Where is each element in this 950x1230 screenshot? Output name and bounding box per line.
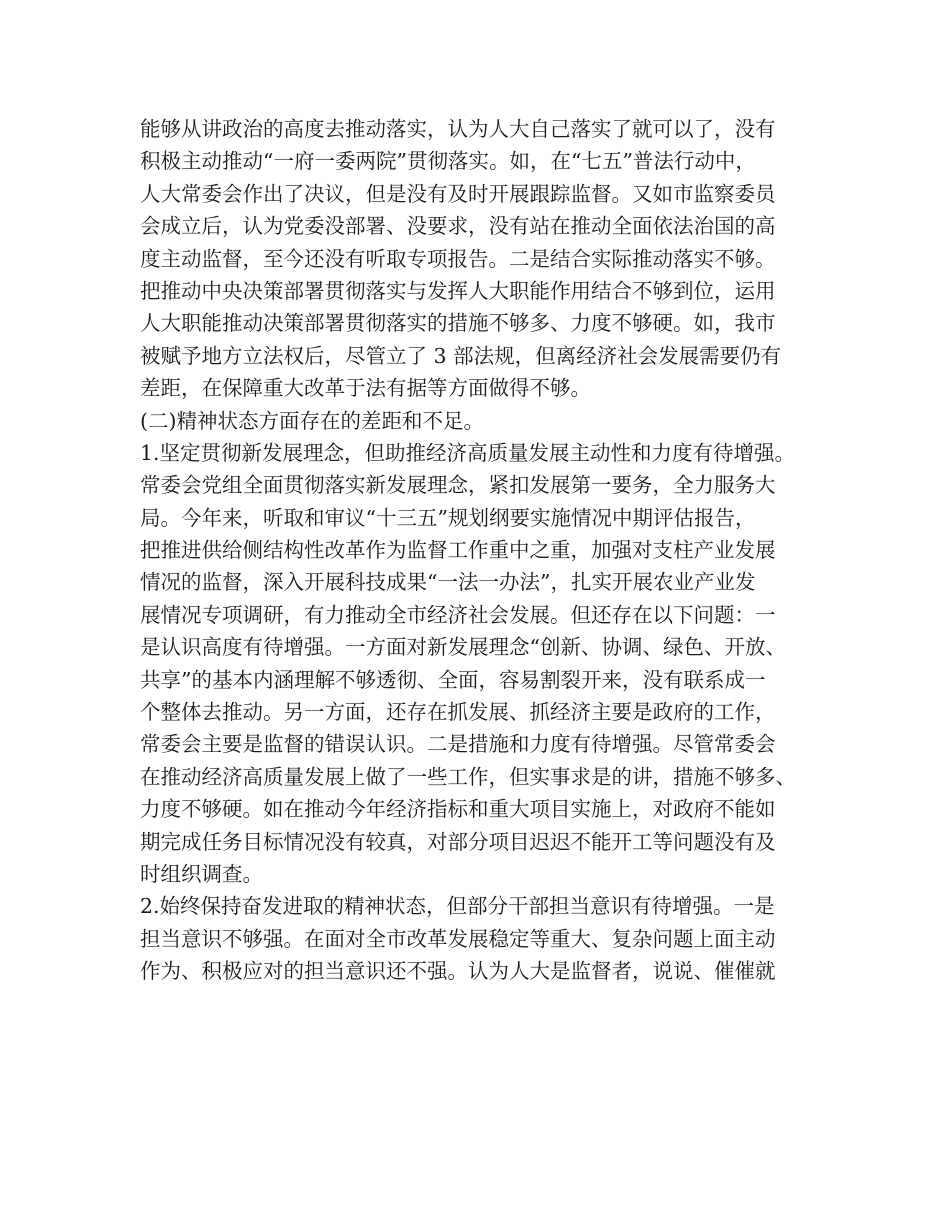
text-line: 期完成任务目标情况没有较真，对部分项目迟迟不能开工等问题没有及 xyxy=(140,829,776,854)
text-line: 力度不够硬。如在推动今年经济指标和重大项目实施上，对政府不能如 xyxy=(140,797,776,822)
text-line: 被赋予地方立法权后，尽管立了 3 部法规，但离经济社会发展需要仍有 xyxy=(140,343,782,368)
numbered-item-heading: 1.坚定贯彻新发展理念，但助推经济高质量发展主动性和力度有待增强。 xyxy=(140,440,796,465)
text-line: 个整体去推动。另一方面，还存在抓发展、抓经济主要是政府的工作， xyxy=(140,700,776,725)
text-line: 把推进供给侧结构性改革作为监督工作重中之重，加强对支柱产业发展 xyxy=(140,538,776,563)
text-line: 局。今年来，听取和审议“十三五”规划纲要实施情况中期评估报告， xyxy=(140,505,756,530)
text-line: 时组织调查。 xyxy=(140,861,263,886)
text-line: 积极主动推动“一府一委两院”贯彻落实。如，在“七五”普法行动中， xyxy=(140,149,756,174)
text-line: 展情况专项调研，有力推动全市经济社会发展。但还存在以下问题：一 xyxy=(140,602,776,627)
text-line: 常委会主要是监督的错误认识。二是措施和力度有待增强。尽管常委会 xyxy=(140,732,776,757)
text-line: 作为、积极应对的担当意识还不强。认为人大是监督者，说说、催催就 xyxy=(140,959,776,984)
text-line: 是认识高度有待增强。一方面对新发展理念“创新、协调、绿色、开放、 xyxy=(140,635,786,660)
text-line: 在推动经济高质量发展上做了一些工作，但实事求是的讲，措施不够多、 xyxy=(140,764,796,789)
text-line: 人大职能推动决策部署贯彻落实的措施不够多、力度不够硬。如，我市 xyxy=(140,311,776,336)
document-body xyxy=(140,113,830,988)
text-line: 共享”的基本内涵理解不够透彻、全面，容易割裂开来，没有联系成一 xyxy=(140,667,766,692)
text-line: 情况的监督，深入开展科技成果“一法一办法”，扎实开展农业产业发 xyxy=(140,570,756,595)
text-line: 会成立后，认为党委没部署、没要求，没有站在推动全面依法治国的高 xyxy=(140,214,776,239)
text-line: 人大常委会作出了决议，但是没有及时开展跟踪监督。又如市监察委员 xyxy=(140,181,776,206)
text-line: 担当意识不够强。在面对全市改革发展稳定等重大、复杂问题上面主动 xyxy=(140,926,776,951)
numbered-item-heading: 2.始终保持奋发进取的精神状态，但部分干部担当意识有待增强。一是 xyxy=(140,894,775,919)
text-line: 把推动中央决策部署贯彻落实与发挥人大职能作用结合不够到位，运用 xyxy=(140,278,776,303)
text-line: 能够从讲政治的高度去推动落实，认为人大自己落实了就可以了，没有 xyxy=(140,117,776,141)
text-line: 常委会党组全面贯彻落实新发展理念，紧扣发展第一要务，全力服务大 xyxy=(140,473,776,498)
text-line: 度主动监督，至今还没有听取专项报告。二是结合实际推动落实不够。 xyxy=(140,246,776,271)
text-line: 差距，在保障重大改革于法有据等方面做得不够。 xyxy=(140,376,591,401)
section-heading: (二)精神状态方面存在的差距和不足。 xyxy=(140,408,484,433)
